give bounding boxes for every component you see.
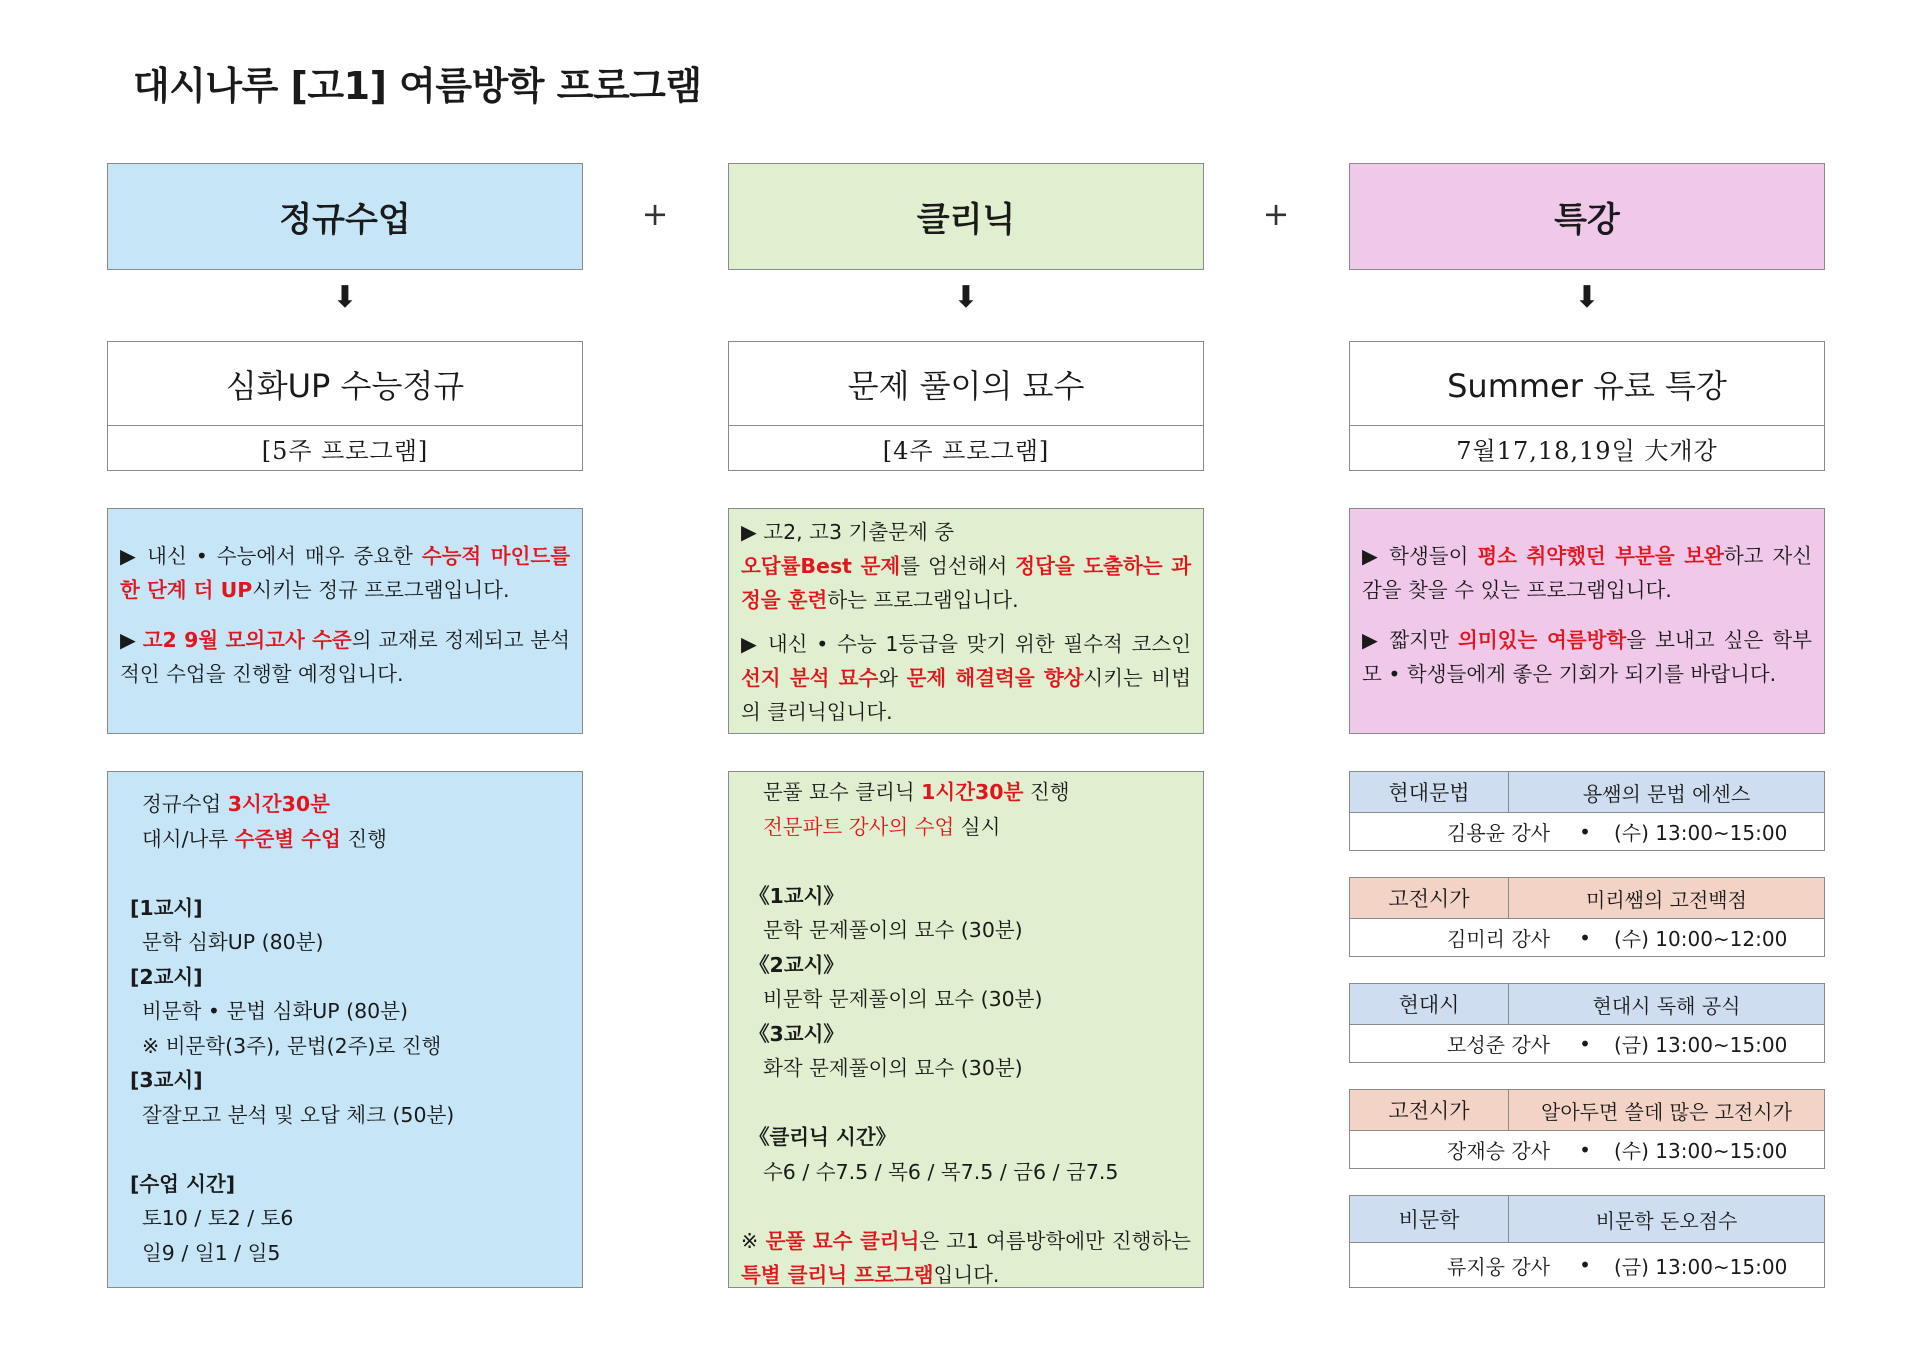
detail-line: 전문파트 강사의 수업 실시 — [763, 814, 1001, 839]
program-title: 심화UP 수능정규 — [108, 342, 582, 426]
program-title: Summer 유료 특강 — [1350, 342, 1824, 426]
lecture-teacher: 김용윤 강사 — [1447, 821, 1550, 845]
lecture-category: 현대시 — [1350, 984, 1509, 1024]
footnote: ※ 문풀 묘수 클리닉은 고1 여름방학에만 진행하는 특별 클리닉 프로그램입니다. — [741, 1228, 1191, 1287]
clinic-time-label: 《클리닉 시간》 — [749, 1125, 897, 1149]
header-clinic: 클리닉 — [728, 163, 1204, 270]
period-text: 문학 문제풀이의 묘수 (30분) — [763, 918, 1023, 942]
header-regular-class: 정규수업 — [107, 163, 583, 270]
bullet-icon: ▶ — [120, 628, 136, 652]
period-text: 잘잘모고 분석 및 오답 체크 (50분) — [142, 1102, 455, 1127]
period-label: [3교시] — [130, 1068, 203, 1092]
down-arrow-icon: ⬇ — [953, 280, 979, 315]
period-label: [2교시] — [130, 964, 203, 989]
lecture-category: 현대문법 — [1350, 772, 1509, 812]
bullet-icon: ▶ — [1362, 544, 1381, 568]
program-note: [5주 프로그램] — [261, 436, 429, 465]
class-time-label: [수업 시간] — [130, 1171, 236, 1196]
lecture-title: 알아두면 쓸데 많은 고전시가 — [1541, 1099, 1792, 1124]
lecture-title: 용쌤의 문법 에센스 — [1582, 781, 1751, 806]
down-arrow-icon: ⬇ — [1574, 280, 1600, 315]
bullet-icon: ▶ — [741, 520, 757, 544]
lecture-card — [1349, 1089, 1825, 1169]
header-special-lecture: 특강 — [1349, 163, 1825, 270]
lecture-card — [1349, 771, 1825, 851]
class-time-value: 일9 / 일1 / 일5 — [142, 1240, 281, 1265]
program-box-special — [1349, 341, 1825, 471]
separator-dot: • — [1579, 1031, 1591, 1056]
program-note: 7월17,18,19일 大개강 — [1456, 436, 1718, 465]
detail-line: 문풀 묘수 클리닉 1시간30분 진행 — [763, 780, 1070, 804]
lecture-title: 미리쌤의 고전백점 — [1586, 887, 1747, 912]
detail-regular — [107, 771, 583, 1288]
lecture-time: (금) 13:00~15:00 — [1614, 1254, 1788, 1279]
lecture-time: (금) 13:00~15:00 — [1614, 1033, 1788, 1057]
lecture-teacher: 김미리 강사 — [1447, 927, 1550, 951]
class-time-value: 토10 / 토2 / 토6 — [142, 1206, 294, 1230]
lecture-category: 고전시가 — [1350, 1090, 1509, 1130]
bullet-icon: ▶ — [1362, 628, 1381, 652]
period-label: 《1교시》 — [749, 883, 844, 908]
description-paragraph: ▶ 고2 9월 모의고사 수준의 교재로 정제되고 분석적인 수업을 진행할 예정입니다. — [120, 628, 570, 686]
period-label: 《2교시》 — [749, 952, 844, 977]
description-paragraph: ▶ 짧지만 의미있는 여름방학을 보내고 싶은 학부모 • 학생들에게 좋은 기회가 되기를 바랍니다. — [1362, 628, 1812, 686]
detail-line: 대시/나루 수준별 수업 진행 — [142, 826, 387, 851]
lecture-category: 비문학 — [1350, 1196, 1509, 1242]
plus-sign-1: + — [641, 195, 669, 233]
lecture-title: 비문학 돈오점수 — [1595, 1208, 1738, 1233]
detail-clinic — [728, 771, 1204, 1288]
period-text: 비문학 • 문법 심화UP (80분) — [142, 999, 409, 1023]
clinic-time-value: 수6 / 수7.5 / 목6 / 목7.5 / 금6 / 금7.5 — [763, 1159, 1119, 1184]
lecture-card — [1349, 877, 1825, 957]
lecture-teacher: 모성준 강사 — [1447, 1033, 1550, 1057]
lecture-title: 현대시 독해 공식 — [1592, 993, 1741, 1018]
period-label: 《3교시》 — [749, 1021, 844, 1046]
program-box-clinic — [728, 341, 1204, 471]
period-note: ※ 비문학(3주), 문법(2주)로 진행 — [142, 1033, 442, 1058]
description-paragraph: ▶ 내신 • 수능 1등급을 맞기 위한 필수적 코스인 선지 분석 묘수와 문제 해결력을 향상시키는 비법의 클리닉입니다. — [741, 632, 1192, 724]
bullet-icon: ▶ — [741, 632, 760, 656]
lecture-card — [1349, 1195, 1825, 1288]
description-paragraph: ▶ 학생들이 평소 취약했던 부분을 보완하고 자신감을 찾을 수 있는 프로그램입니다. — [1362, 544, 1812, 602]
separator-dot: • — [1579, 925, 1591, 950]
lecture-time: (수) 13:00~15:00 — [1614, 1139, 1788, 1163]
period-text: 비문학 문제풀이의 묘수 (30분) — [763, 987, 1043, 1011]
program-note: [4주 프로그램] — [882, 436, 1050, 465]
description-paragraph: ▶ 내신 • 수능에서 매우 중요한 수능적 마인드를 한 단계 더 UP시키는 정규 프로그램입니다. — [120, 544, 570, 602]
lecture-card — [1349, 983, 1825, 1063]
down-arrow-icon: ⬇ — [332, 280, 358, 315]
period-label: [1교시] — [130, 895, 203, 920]
description-special — [1349, 508, 1825, 734]
description-clinic — [728, 508, 1204, 734]
lecture-category: 고전시가 — [1350, 878, 1509, 918]
plus-sign-2: + — [1262, 195, 1290, 233]
program-title: 문제 풀이의 묘수 — [729, 342, 1203, 426]
separator-dot: • — [1579, 1137, 1591, 1162]
separator-dot: • — [1579, 819, 1591, 844]
lecture-time: (수) 10:00~12:00 — [1614, 927, 1788, 951]
description-paragraph: ▶ 고2, 고3 기출문제 중 오답률Best 문제를 엄선해서 정답을 도출하는 과정을 훈련하는 프로그램입니다. — [741, 520, 1191, 612]
description-regular — [107, 508, 583, 734]
program-box-regular — [107, 341, 583, 471]
lecture-teacher: 장재승 강사 — [1447, 1139, 1550, 1163]
detail-line: 정규수업 3시간30분 — [142, 792, 330, 816]
separator-dot: • — [1579, 1253, 1591, 1277]
period-text: 문학 심화UP (80분) — [142, 930, 324, 954]
lecture-teacher: 류지웅 강사 — [1447, 1254, 1550, 1279]
lecture-time: (수) 13:00~15:00 — [1614, 821, 1788, 845]
bullet-icon: ▶ — [120, 544, 139, 568]
period-text: 화작 문제풀이의 묘수 (30분) — [763, 1056, 1023, 1080]
page-title: 대시나루 [고1] 여름방학 프로그램 — [133, 64, 702, 108]
